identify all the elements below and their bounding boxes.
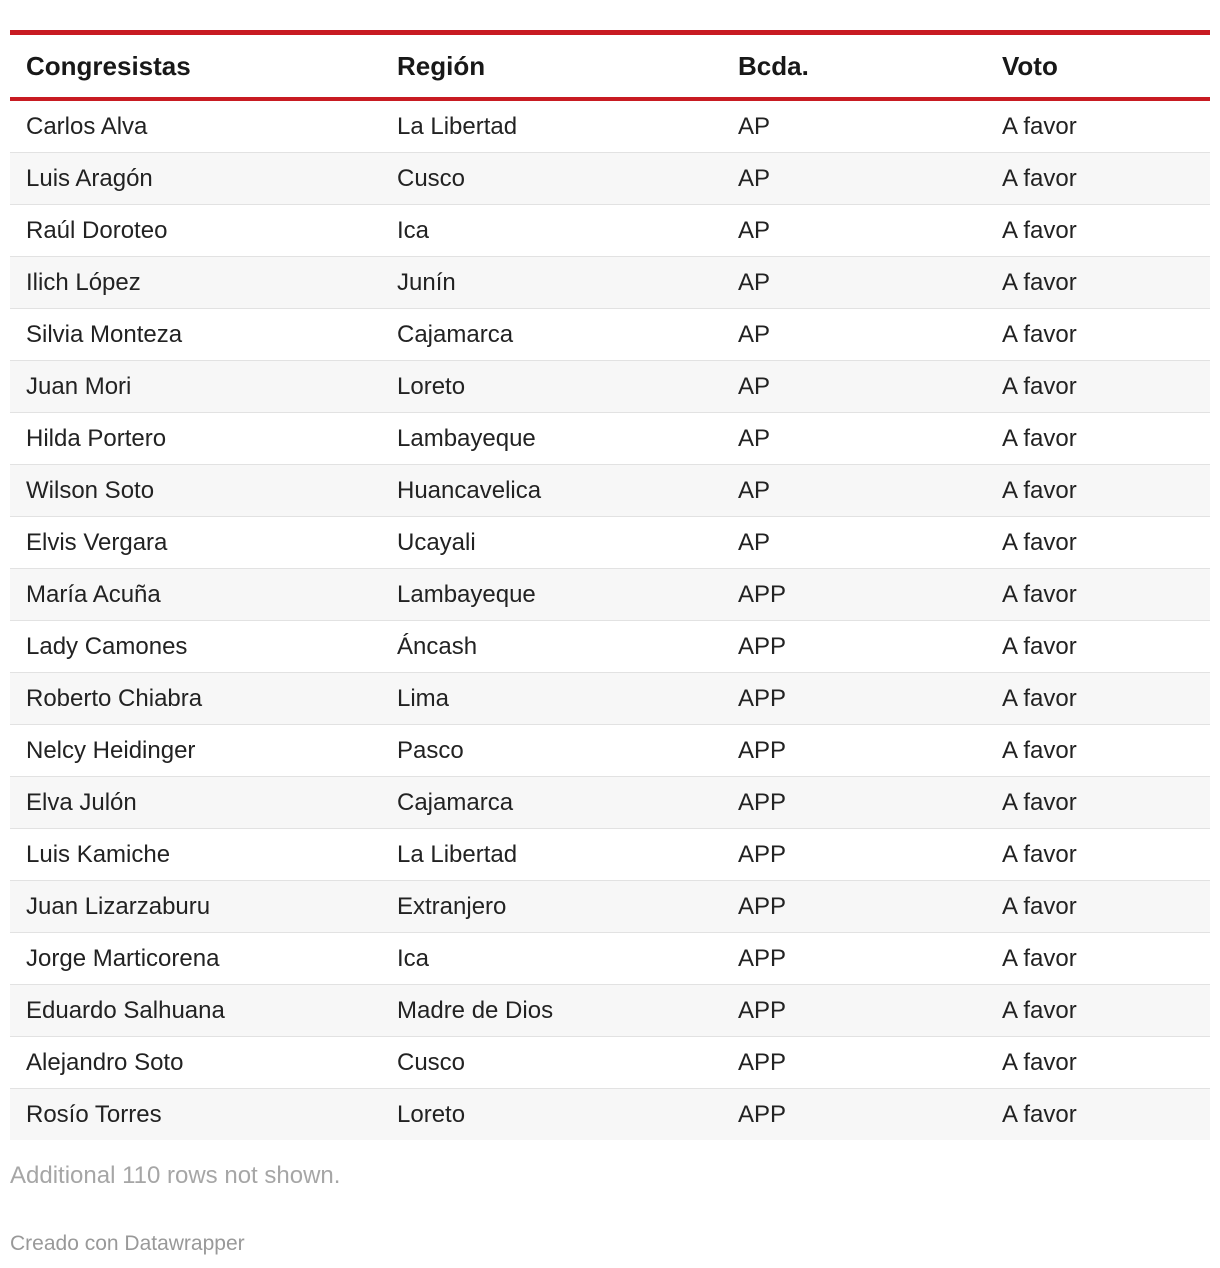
cell-voto: A favor [986,829,1210,881]
column-header-voto[interactable]: Voto [986,35,1210,99]
cell-region: Cusco [381,1037,722,1089]
column-header-region[interactable]: Región [381,35,722,99]
cell-congresista: Alejandro Soto [10,1037,381,1089]
cell-region: Loreto [381,1089,722,1141]
cell-region: Pasco [381,725,722,777]
cell-congresista: Elvis Vergara [10,517,381,569]
cell-congresista: Silvia Monteza [10,309,381,361]
cell-congresista: Jorge Marticorena [10,933,381,985]
cell-region: Lambayeque [381,569,722,621]
cell-bancada: APP [722,1089,986,1141]
table-row [10,933,1210,985]
cell-voto: A favor [986,725,1210,777]
cell-voto: A favor [986,621,1210,673]
cell-region: Madre de Dios [381,985,722,1037]
cell-bancada: AP [722,153,986,205]
cell-bancada: AP [722,205,986,257]
cell-voto: A favor [986,777,1210,829]
cell-bancada: APP [722,673,986,725]
cell-bancada: APP [722,829,986,881]
cell-voto: A favor [986,153,1210,205]
cell-voto: A favor [986,569,1210,621]
cell-congresista: Raúl Doroteo [10,205,381,257]
cell-region: Ucayali [381,517,722,569]
table-row [10,569,1210,621]
cell-voto: A favor [986,933,1210,985]
table-row [10,99,1210,153]
table-row [10,777,1210,829]
column-header-bancada[interactable]: Bcda. [722,35,986,99]
cell-region: La Libertad [381,829,722,881]
cell-voto: A favor [986,361,1210,413]
table-row [10,725,1210,777]
cell-region: Áncash [381,621,722,673]
cell-voto: A favor [986,673,1210,725]
cell-congresista: Juan Mori [10,361,381,413]
cell-voto: A favor [986,465,1210,517]
table-row [10,413,1210,465]
cell-bancada: AP [722,465,986,517]
cell-congresista: Wilson Soto [10,465,381,517]
cell-congresista: Eduardo Salhuana [10,985,381,1037]
cell-congresista: María Acuña [10,569,381,621]
table-row [10,829,1210,881]
cell-congresista: Hilda Portero [10,413,381,465]
cell-region: Cusco [381,153,722,205]
cell-bancada: AP [722,257,986,309]
table-row [10,985,1210,1037]
cell-region: Ica [381,205,722,257]
cell-congresista: Roberto Chiabra [10,673,381,725]
cell-bancada: APP [722,985,986,1037]
cell-bancada: APP [722,1037,986,1089]
table-row [10,257,1210,309]
cell-voto: A favor [986,517,1210,569]
cell-bancada: AP [722,99,986,153]
cell-region: Cajamarca [381,309,722,361]
cell-congresista: Luis Aragón [10,153,381,205]
cell-congresista: Elva Julón [10,777,381,829]
cell-voto: A favor [986,881,1210,933]
table-body [10,99,1210,1140]
table-row [10,205,1210,257]
table-row [10,517,1210,569]
cell-congresista: Rosío Torres [10,1089,381,1141]
cell-bancada: APP [722,569,986,621]
cell-congresista: Carlos Alva [10,99,381,153]
cell-voto: A favor [986,257,1210,309]
table-row [10,153,1210,205]
table-row [10,621,1210,673]
cell-congresista: Lady Camones [10,621,381,673]
column-header-congresistas[interactable]: Congresistas [10,35,381,99]
cell-region: Loreto [381,361,722,413]
datawrapper-credit: Creado con Datawrapper [10,1232,245,1255]
cell-congresista: Luis Kamiche [10,829,381,881]
cell-bancada: AP [722,361,986,413]
rows-not-shown-note: Additional 110 rows not shown. [10,1162,341,1189]
cell-bancada: AP [722,413,986,465]
cell-voto: A favor [986,985,1210,1037]
cell-voto: A favor [986,99,1210,153]
cell-voto: A favor [986,1037,1210,1089]
table-row [10,1037,1210,1089]
table-row [10,465,1210,517]
table-row [10,361,1210,413]
cell-region: Junín [381,257,722,309]
cell-region: Huancavelica [381,465,722,517]
cell-bancada: APP [722,933,986,985]
cell-voto: A favor [986,1089,1210,1141]
cell-voto: A favor [986,413,1210,465]
cell-region: Extranjero [381,881,722,933]
cell-bancada: APP [722,777,986,829]
cell-region: Cajamarca [381,777,722,829]
cell-bancada: AP [722,517,986,569]
cell-voto: A favor [986,205,1210,257]
datawrapper-table-widget [10,30,1210,1256]
cell-bancada: APP [722,725,986,777]
table-row [10,309,1210,361]
cell-bancada: AP [722,309,986,361]
cell-region: Lima [381,673,722,725]
cell-region: La Libertad [381,99,722,153]
cell-congresista: Ilich López [10,257,381,309]
cell-bancada: APP [722,881,986,933]
cell-congresista: Juan Lizarzaburu [10,881,381,933]
cell-congresista: Nelcy Heidinger [10,725,381,777]
table-row [10,1089,1210,1141]
cell-bancada: APP [722,621,986,673]
table-row [10,881,1210,933]
cell-region: Ica [381,933,722,985]
votes-table [10,35,1210,1140]
cell-voto: A favor [986,309,1210,361]
cell-region: Lambayeque [381,413,722,465]
table-row [10,673,1210,725]
header-row [10,35,1210,99]
